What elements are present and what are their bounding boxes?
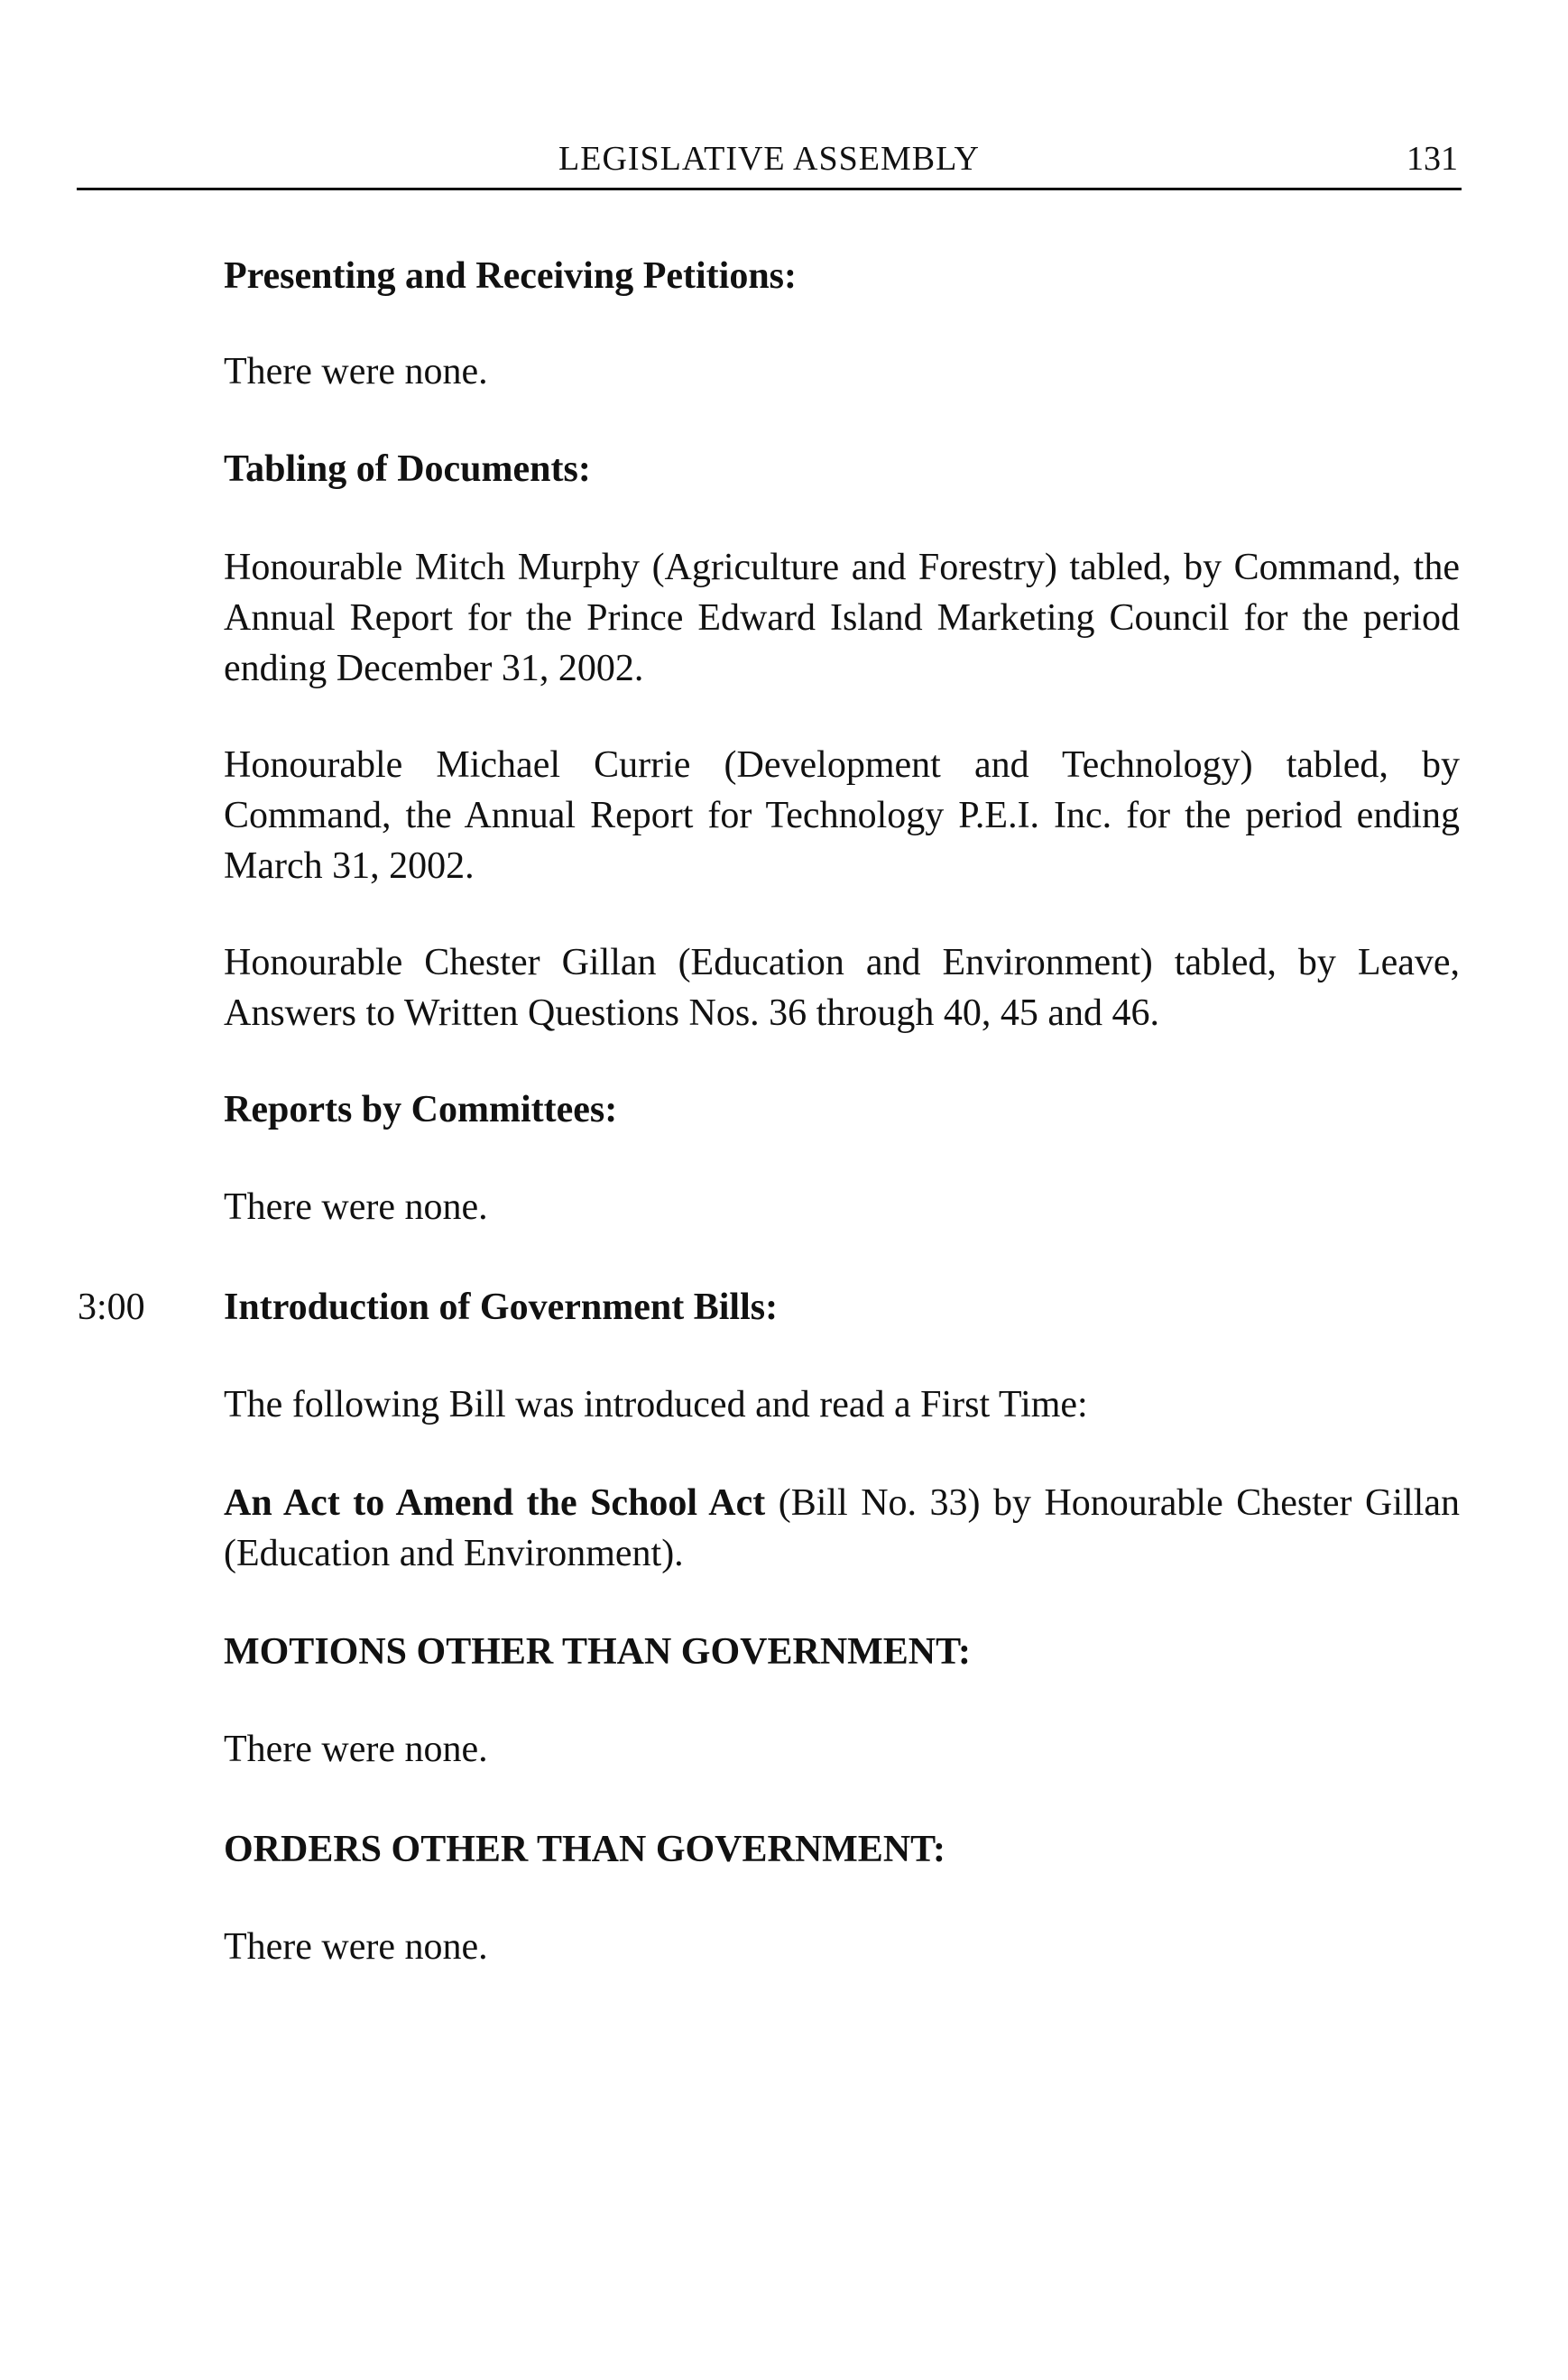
government-bills-intro: The following Bill was introduced and read a First Time:	[224, 1384, 1088, 1425]
committees-text: There were none.	[224, 1186, 488, 1228]
running-title: LEGISLATIVE ASSEMBLY	[558, 140, 980, 178]
orders-text: There were none.	[224, 1926, 488, 1968]
bill-details: (Bill No. 33) by Honourable Chester Gillan (Education and Environment).	[224, 1482, 1460, 1574]
motions-text: There were none.	[224, 1729, 488, 1770]
bill-entry	[224, 1478, 1460, 1579]
motions-heading: MOTIONS OTHER THAN GOVERNMENT:	[224, 1631, 972, 1673]
margin-time: 3:00	[78, 1287, 145, 1328]
petitions-heading: Presenting and Receiving Petitions:	[224, 255, 798, 297]
government-bills-heading: Introduction of Government Bills:	[224, 1287, 779, 1328]
documents-heading: Tabling of Documents:	[224, 448, 591, 490]
committees-heading: Reports by Committees:	[224, 1089, 618, 1130]
page-number: 131	[1407, 140, 1458, 178]
bill-title: An Act to Amend the School Act	[224, 1482, 766, 1524]
document-entry-2: Honourable Michael Currie (Development and Technology) tabled, by Command, the Annual Report for Technology P.E.I. Inc. for the period ending March 31, 2002.	[224, 744, 1460, 887]
orders-heading: ORDERS OTHER THAN GOVERNMENT:	[224, 1829, 946, 1870]
running-header	[77, 135, 1462, 190]
document-entry-1: Honourable Mitch Murphy (Agriculture and Forestry) tabled, by Command, the Annual Report for the Prince Edward Island Marketing Council for the period ending December 31, 2002.	[224, 547, 1460, 689]
petitions-text: There were none.	[224, 351, 488, 392]
document-entry-3: Honourable Chester Gillan (Education and Environment) tabled, by Leave, Answers to Written Questions Nos. 36 through 40, 45 and 46.	[224, 942, 1460, 1034]
